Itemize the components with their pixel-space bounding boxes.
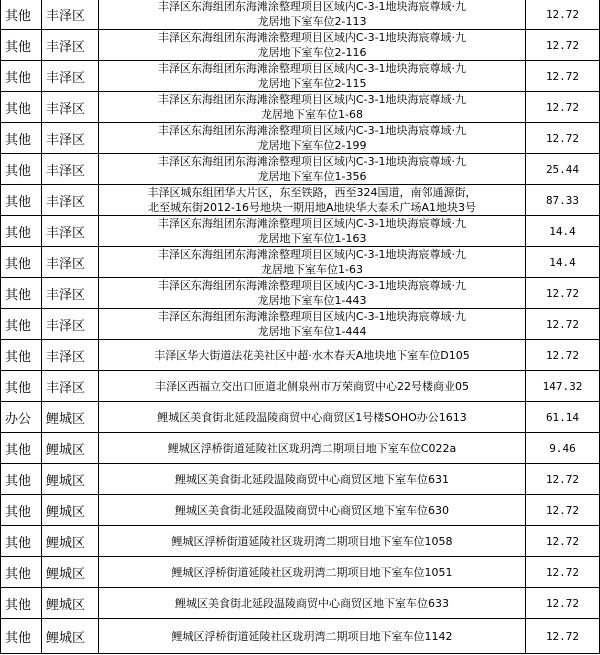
area-cell: 25.44 — [526, 154, 600, 185]
address-cell — [99, 154, 526, 185]
table-row — [1, 402, 600, 433]
table-row — [1, 0, 600, 30]
address-line: 龙居地下室车位1-63 — [261, 263, 363, 276]
address-line: 鲤城区美食街北延段温陵商贸中心商贸区1号楼SOHO办公1613 — [157, 410, 467, 424]
address-line: 丰泽区华大街道法花美社区中超·水木春天A地块地下室车位D105 — [154, 348, 470, 362]
address-cell — [99, 340, 526, 371]
address-line: 丰泽区东海组团东海滩涂整理项目区域内C-3-1地块海宸尊域·九 — [157, 93, 467, 106]
property-type-cell: 其他 — [1, 433, 42, 464]
address-cell — [99, 402, 526, 433]
table-row — [1, 92, 600, 123]
district-cell: 丰泽区 — [42, 61, 99, 92]
area-cell: 12.72 — [526, 30, 600, 61]
address-cell — [99, 61, 526, 92]
district-cell: 丰泽区 — [42, 247, 99, 278]
area-cell: 12.72 — [526, 526, 600, 557]
property-type-cell: 其他 — [1, 30, 42, 61]
address-line: 丰泽区东海组团东海滩涂整理项目区域内C-3-1地块海宸尊域·九 — [157, 310, 467, 323]
property-type-cell: 其他 — [1, 185, 42, 216]
table-row — [1, 309, 600, 340]
district-cell: 丰泽区 — [42, 30, 99, 61]
address-line: 龙居地下室车位2-113 — [257, 15, 367, 28]
district-cell: 鲤城区 — [42, 402, 99, 433]
address-line: 丰泽区东海组团东海滩涂整理项目区域内C-3-1地块海宸尊域·九 — [157, 124, 467, 137]
district-cell: 鲤城区 — [42, 588, 99, 619]
address-cell — [99, 619, 526, 654]
property-type-cell: 其他 — [1, 619, 42, 654]
property-type-cell: 其他 — [1, 92, 42, 123]
area-cell: 14.4 — [526, 216, 600, 247]
table-row — [1, 371, 600, 402]
address-cell — [99, 92, 526, 123]
address-line: 龙居地下室车位1-163 — [257, 232, 367, 245]
property-type-cell: 其他 — [1, 495, 42, 526]
area-cell: 12.72 — [526, 340, 600, 371]
address-cell — [99, 588, 526, 619]
property-type-cell: 其他 — [1, 526, 42, 557]
address-line: 鲤城区浮桥街道延陵社区珑玥湾二期项目地下室车位C022a — [167, 441, 457, 455]
address-line: 丰泽区东海组团东海滩涂整理项目区域内C-3-1地块海宸尊域·九 — [157, 279, 467, 292]
property-type-cell: 其他 — [1, 0, 42, 30]
table-row — [1, 185, 600, 216]
table-row — [1, 340, 600, 371]
district-cell: 丰泽区 — [42, 309, 99, 340]
area-cell: 14.4 — [526, 247, 600, 278]
table-row — [1, 30, 600, 61]
address-line: 龙居地下室车位2-116 — [257, 46, 367, 59]
property-type-cell: 其他 — [1, 247, 42, 278]
district-cell: 鲤城区 — [42, 433, 99, 464]
property-type-cell: 其他 — [1, 278, 42, 309]
area-cell: 12.72 — [526, 464, 600, 495]
table-row — [1, 216, 600, 247]
address-cell — [99, 526, 526, 557]
address-line: 鲤城区浮桥街道延陵社区珑玥湾二期项目地下室车位1058 — [171, 534, 453, 548]
area-cell: 12.72 — [526, 92, 600, 123]
area-cell: 9.46 — [526, 433, 600, 464]
address-cell — [99, 495, 526, 526]
address-line: 北至城东街2012-16号地块一期用地A地块华大泰禾广场A1地块3号 — [147, 201, 476, 214]
address-cell — [99, 247, 526, 278]
district-cell: 丰泽区 — [42, 278, 99, 309]
address-line: 鲤城区浮桥街道延陵社区珑玥湾二期项目地下室车位1051 — [171, 565, 453, 579]
address-line: 丰泽区西福立交出口匝道北侧泉州市万荣商贸中心22号楼商业05 — [155, 379, 469, 393]
address-line: 丰泽区城东组团华大片区，东至铁路，西至324国道，南邻通源街， — [147, 186, 477, 199]
area-cell: 12.72 — [526, 557, 600, 588]
area-cell: 12.72 — [526, 619, 600, 654]
property-type-cell: 其他 — [1, 123, 42, 154]
address-cell — [99, 309, 526, 340]
area-cell: 12.72 — [526, 588, 600, 619]
area-cell: 12.72 — [526, 495, 600, 526]
district-cell: 丰泽区 — [42, 340, 99, 371]
property-type-cell: 其他 — [1, 464, 42, 495]
table-row — [1, 61, 600, 92]
district-cell: 丰泽区 — [42, 92, 99, 123]
address-line: 丰泽区东海组团东海滩涂整理项目区域内C-3-1地块海宸尊域·九 — [157, 31, 467, 44]
address-line: 龙居地下室车位1-444 — [257, 325, 367, 338]
address-line: 龙居地下室车位2-115 — [257, 77, 367, 90]
area-cell: 12.72 — [526, 278, 600, 309]
table-row — [1, 588, 600, 619]
district-cell: 鲤城区 — [42, 526, 99, 557]
property-type-cell: 其他 — [1, 61, 42, 92]
area-cell: 12.72 — [526, 309, 600, 340]
property-type-cell: 其他 — [1, 557, 42, 588]
property-type-cell: 其他 — [1, 340, 42, 371]
property-type-cell: 其他 — [1, 216, 42, 247]
area-cell: 61.14 — [526, 402, 600, 433]
area-cell: 12.72 — [526, 123, 600, 154]
table-row — [1, 557, 600, 588]
district-cell: 鲤城区 — [42, 557, 99, 588]
property-type-cell: 其他 — [1, 588, 42, 619]
address-cell — [99, 557, 526, 588]
address-line: 鲤城区浮桥街道延陵社区珑玥湾二期项目地下室车位1142 — [171, 629, 453, 643]
address-line: 丰泽区东海组团东海滩涂整理项目区域内C-3-1地块海宸尊域·九 — [157, 62, 467, 75]
address-cell — [99, 0, 526, 30]
address-cell — [99, 123, 526, 154]
address-cell — [99, 433, 526, 464]
address-cell — [99, 278, 526, 309]
district-cell: 鲤城区 — [42, 495, 99, 526]
property-type-cell: 其他 — [1, 371, 42, 402]
address-line: 龙居地下室车位1-68 — [261, 108, 363, 121]
address-line: 丰泽区东海组团东海滩涂整理项目区域内C-3-1地块海宸尊域·九 — [157, 248, 467, 261]
address-cell — [99, 371, 526, 402]
property-type-cell: 其他 — [1, 309, 42, 340]
table-row — [1, 123, 600, 154]
district-cell: 鲤城区 — [42, 619, 99, 654]
table-row — [1, 619, 600, 654]
district-cell: 丰泽区 — [42, 371, 99, 402]
address-line: 鲤城区美食街北延段温陵商贸中心商贸区地下室车位633 — [175, 596, 449, 610]
table-row — [1, 464, 600, 495]
table-row — [1, 495, 600, 526]
district-cell: 丰泽区 — [42, 0, 99, 30]
area-cell: 87.33 — [526, 185, 600, 216]
address-line: 龙居地下室车位1-356 — [257, 170, 367, 183]
area-cell: 12.72 — [526, 0, 600, 30]
address-line: 丰泽区东海组团东海滩涂整理项目区域内C-3-1地块海宸尊域·九 — [157, 155, 467, 168]
address-cell — [99, 216, 526, 247]
address-cell — [99, 30, 526, 61]
address-line: 丰泽区东海组团东海滩涂整理项目区域内C-3-1地块海宸尊域·九 — [157, 0, 467, 13]
table-row — [1, 433, 600, 464]
address-line: 鲤城区美食街北延段温陵商贸中心商贸区地下室车位630 — [175, 503, 449, 517]
area-cell: 12.72 — [526, 61, 600, 92]
address-line: 龙居地下室车位2-199 — [257, 139, 367, 152]
district-cell: 丰泽区 — [42, 123, 99, 154]
table-row — [1, 154, 600, 185]
table-row — [1, 247, 600, 278]
property-table-body — [1, 0, 600, 654]
table-row — [1, 526, 600, 557]
address-cell — [99, 464, 526, 495]
address-line: 丰泽区东海组团东海滩涂整理项目区域内C-3-1地块海宸尊域·九 — [157, 217, 467, 230]
district-cell: 丰泽区 — [42, 154, 99, 185]
district-cell: 丰泽区 — [42, 185, 99, 216]
area-cell: 147.32 — [526, 371, 600, 402]
property-type-cell: 其他 — [1, 154, 42, 185]
address-line: 鲤城区美食街北延段温陵商贸中心商贸区地下室车位631 — [175, 472, 449, 486]
district-cell: 鲤城区 — [42, 464, 99, 495]
table-row — [1, 278, 600, 309]
address-cell — [99, 185, 526, 216]
property-type-cell: 办公 — [1, 402, 42, 433]
district-cell: 丰泽区 — [42, 216, 99, 247]
address-line: 龙居地下室车位1-443 — [257, 294, 367, 307]
